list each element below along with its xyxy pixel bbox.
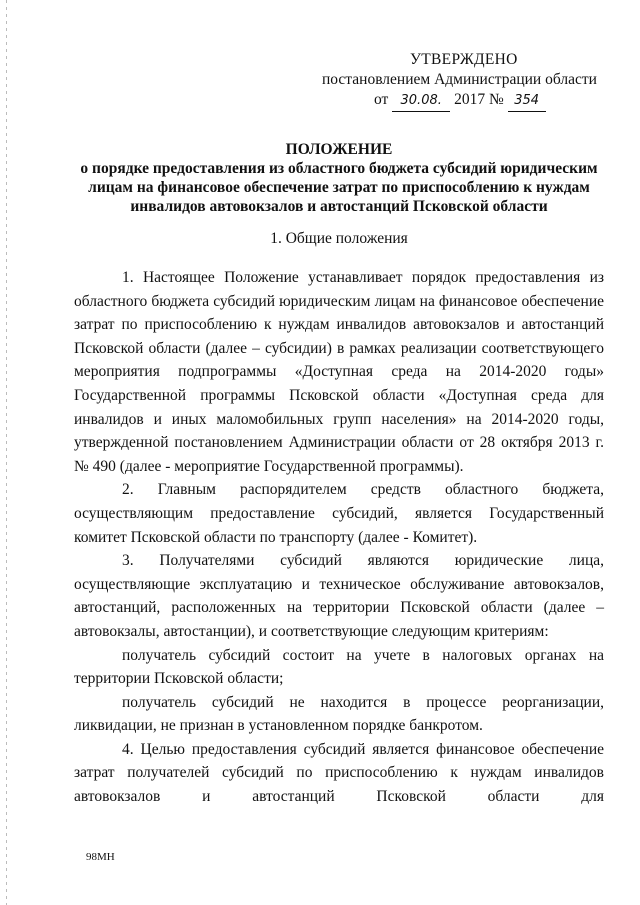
handwritten-date: 30.08.	[392, 91, 450, 112]
paragraph: 1. Настоящее Положение устанавливает порядок предоставления из областного бюджета субсидий юридическим лицам на финансовое обеспечение затрат по приспособлению к нуждам инвалидов автовокзалов и автостанций Псковской области (далее – субсидии) в рамках реализации соответствующего мероприятия подпрограммы «Доступная среда на 2014-2020 годы» Государственной программы Псковской области «Доступная среда для инвалидов и иных маломобильных групп населения» на 2014-2020 годы, утвержденной постановлением Администрации области от 28 октября 2013 г. № 490 (далее - мероприятие Государственной программы).	[74, 269, 604, 475]
footer-code: 98МН	[86, 851, 115, 863]
paragraph: получатель субсидий не находится в процессе реорганизации, ликвидации, не признан в установленном порядке банкротом.	[74, 693, 604, 735]
title-line-1: о порядке предоставления из областного бюджета субсидий юридическим	[80, 160, 598, 177]
title-heading: ПОЛОЖЕНИЕ	[285, 141, 393, 158]
scan-edge	[6, 0, 7, 905]
section-heading: 1. Общие положения	[270, 230, 408, 247]
approved-label: УТВЕРЖДЕНО	[410, 51, 518, 68]
handwritten-number: 354	[508, 91, 546, 112]
paragraph: 2. Главным распорядителем средств областного бюджета, осуществляющим предоставление субсидий, является Государственный комитет Псковской области по транспорту (далее - Комитет).	[74, 481, 604, 546]
document-title	[74, 140, 604, 216]
title-line-2: лицам на финансовое обеспечение затрат по приспособлению к нуждам	[88, 179, 590, 196]
approval-stamp	[322, 50, 602, 112]
document-body	[74, 266, 604, 809]
paragraph: 3. Получателями субсидий являются юридические лица, осуществляющие эксплуатацию и техническое обслуживание автовокзалов, автостанций, расположенных на территории Псковской области (далее – автовокзалы, автостанции), и соответствующие следующим критериям:	[74, 552, 604, 640]
paragraph: получатель субсидий состоит на учете в налоговых органах на территории Псковской области;	[74, 646, 604, 688]
year-label: 2017 №	[454, 91, 504, 108]
approval-date-line	[322, 90, 602, 112]
title-line-3: инвалидов автовокзалов и автостанций Псковской области	[130, 198, 548, 215]
approved-by: постановлением Администрации области	[322, 71, 597, 88]
date-prefix: от	[374, 91, 389, 108]
paragraph: 4. Целью предоставления субсидий является финансовое обеспечение затрат получателей субсидий по приспособлению к нуждам инвалидов автовокзалов и автостанций Псковской области для	[74, 740, 604, 806]
